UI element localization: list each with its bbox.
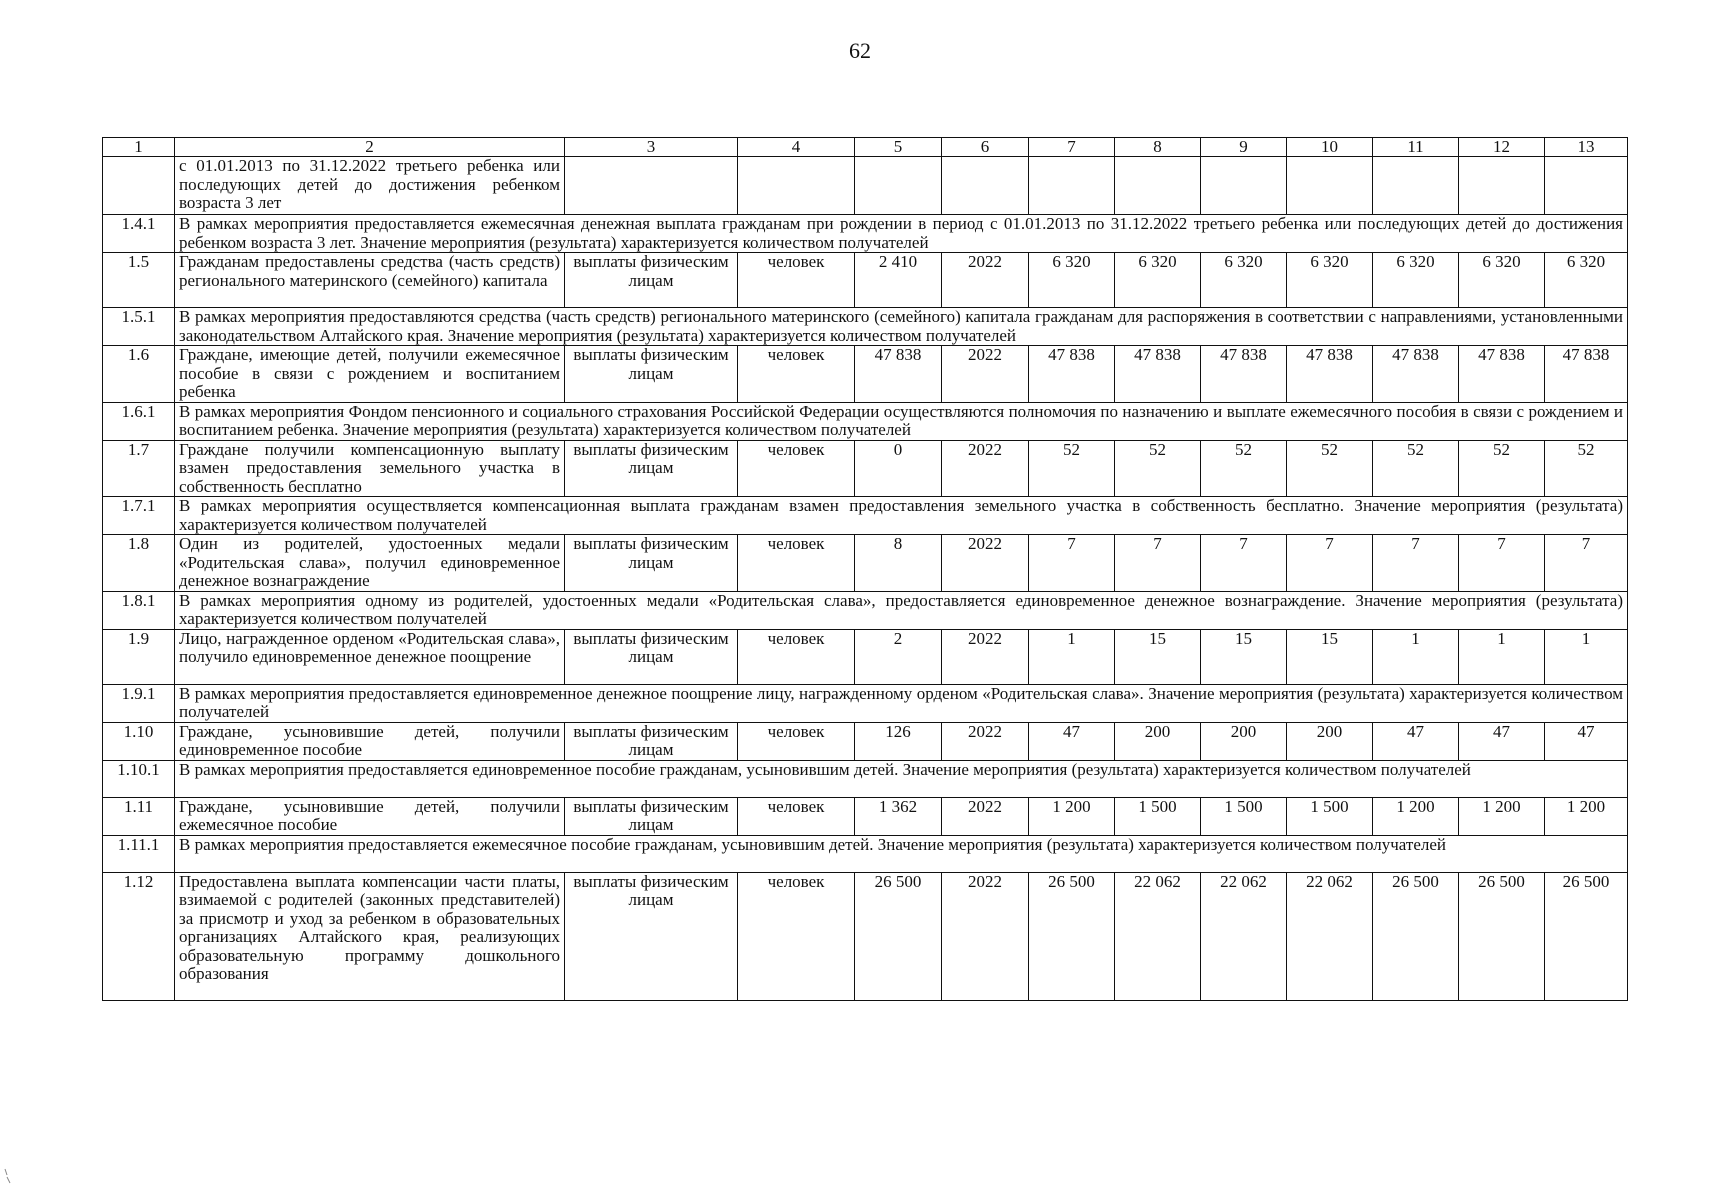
value-cell: 52 (1459, 440, 1545, 497)
value-cell (1545, 157, 1628, 215)
indicator-name: Граждане, имеющие детей, получили ежемесячное пособие в связи с рождением и воспитанием ребенка (175, 346, 565, 403)
value-cell: 52 (1029, 440, 1115, 497)
value-cell: 1 362 (855, 797, 942, 835)
table-row (103, 629, 1628, 684)
row-number: 1.4.1 (103, 215, 175, 253)
expense-type: выплаты физическим лицам (565, 346, 738, 403)
table-row (103, 872, 1628, 1000)
expense-type: выплаты физическим лицам (565, 440, 738, 497)
row-number: 1.7.1 (103, 497, 175, 535)
unit: человек (738, 797, 855, 835)
header-row (103, 138, 1628, 157)
note-text: В рамках мероприятия одному из родителей, удостоенных медали «Родительская слава», предоставляется единовременное денежное вознаграждение. Значение мероприятия (результата) характеризуется количеством получателей (175, 591, 1628, 629)
unit: человек (738, 872, 855, 1000)
table-row (103, 346, 1628, 403)
value-cell: 15 (1201, 629, 1287, 684)
table-row-note (103, 684, 1628, 722)
note-text: В рамках мероприятия предоставляется единовременное денежное поощрение лицу, награжденному орденом «Родительская слава». Значение мероприятия (результата) характеризуется количеством получателей (175, 684, 1628, 722)
value-cell: 6 320 (1201, 253, 1287, 308)
value-cell: 52 (1373, 440, 1459, 497)
row-number: 1.5.1 (103, 308, 175, 346)
row-number: 1.6.1 (103, 402, 175, 440)
value-cell: 1 (1545, 629, 1628, 684)
column-header: 6 (942, 138, 1029, 157)
value-cell: 2022 (942, 253, 1029, 308)
value-cell: 7 (1029, 535, 1115, 592)
value-cell: 47 838 (1029, 346, 1115, 403)
value-cell: 2 (855, 629, 942, 684)
table-row (103, 797, 1628, 835)
value-cell: 1 200 (1029, 797, 1115, 835)
expense-type (565, 157, 738, 215)
value-cell: 200 (1201, 722, 1287, 760)
table-row-note (103, 835, 1628, 872)
value-cell: 26 500 (1545, 872, 1628, 1000)
value-cell: 2022 (942, 440, 1029, 497)
indicators-table (102, 137, 1628, 1001)
table-row (103, 722, 1628, 760)
indicator-name: Граждане получили компенсационную выплату взамен предоставления земельного участка в собственность бесплатно (175, 440, 565, 497)
value-cell: 2022 (942, 797, 1029, 835)
unit: человек (738, 253, 855, 308)
row-number: 1.9.1 (103, 684, 175, 722)
value-cell: 26 500 (1029, 872, 1115, 1000)
value-cell: 52 (1287, 440, 1373, 497)
value-cell: 2022 (942, 535, 1029, 592)
page-number: 62 (849, 38, 871, 63)
value-cell: 15 (1287, 629, 1373, 684)
value-cell: 47 (1373, 722, 1459, 760)
scan-mark (4, 1168, 12, 1184)
value-cell: 7 (1201, 535, 1287, 592)
column-header: 9 (1201, 138, 1287, 157)
table-row-note (103, 497, 1628, 535)
table-row-note (103, 402, 1628, 440)
value-cell: 7 (1287, 535, 1373, 592)
value-cell: 1 500 (1115, 797, 1201, 835)
value-cell: 1 200 (1459, 797, 1545, 835)
value-cell: 0 (855, 440, 942, 497)
expense-type: выплаты физическим лицам (565, 797, 738, 835)
value-cell: 22 062 (1201, 872, 1287, 1000)
value-cell: 47 (1459, 722, 1545, 760)
note-text: В рамках мероприятия Фондом пенсионного и социального страхования Российской Федерации осуществляются полномочия по назначению и выплате ежемесячного пособия в связи с рождением и воспитанием ребенка. Значение мероприятия (результата) характеризуется количеством получателей (175, 402, 1628, 440)
value-cell: 52 (1545, 440, 1628, 497)
table-row-note (103, 215, 1628, 253)
value-cell: 47 (1029, 722, 1115, 760)
indicator-name: Граждане, усыновившие детей, получили ежемесячное пособие (175, 797, 565, 835)
expense-type: выплаты физическим лицам (565, 253, 738, 308)
value-cell: 47 838 (1373, 346, 1459, 403)
value-cell: 47 838 (1201, 346, 1287, 403)
value-cell: 52 (1115, 440, 1201, 497)
column-header: 7 (1029, 138, 1115, 157)
column-header: 13 (1545, 138, 1628, 157)
value-cell (1373, 157, 1459, 215)
value-cell: 6 320 (1545, 253, 1628, 308)
unit: человек (738, 629, 855, 684)
column-header: 5 (855, 138, 942, 157)
unit: человек (738, 535, 855, 592)
table-row (103, 157, 1628, 215)
unit: человек (738, 722, 855, 760)
value-cell: 22 062 (1287, 872, 1373, 1000)
value-cell: 47 838 (855, 346, 942, 403)
value-cell: 1 (1459, 629, 1545, 684)
note-text: В рамках мероприятия предоставляется ежемесячное пособие гражданам, усыновившим детей. Значение мероприятия (результата) характеризуется количеством получателей (175, 835, 1628, 872)
column-header: 10 (1287, 138, 1373, 157)
note-text: В рамках мероприятия предоставляется единовременное пособие гражданам, усыновившим детей. Значение мероприятия (результата) характеризуется количеством получателей (175, 760, 1628, 797)
expense-type: выплаты физическим лицам (565, 872, 738, 1000)
value-cell: 200 (1287, 722, 1373, 760)
value-cell: 6 320 (1029, 253, 1115, 308)
value-cell: 6 320 (1115, 253, 1201, 308)
unit: человек (738, 440, 855, 497)
indicator-name: Гражданам предоставлены средства (часть средств) регионального материнского (семейного) капитала (175, 253, 565, 308)
column-header: 12 (1459, 138, 1545, 157)
indicator-name: Предоставлена выплата компенсации части платы, взимаемой с родителей (законных представителей) за присмотр и уход за ребенком в образовательных организациях Алтайского края, реализующих образовательную программу дошкольного образования (175, 872, 565, 1000)
column-header: 1 (103, 138, 175, 157)
row-number: 1.8 (103, 535, 175, 592)
value-cell: 2 410 (855, 253, 942, 308)
note-text: В рамках мероприятия осуществляется компенсационная выплата гражданам взамен предоставления земельного участка в собственность бесплатно. Значение мероприятия (результата) характеризуется количеством получателей (175, 497, 1628, 535)
row-number: 1.10.1 (103, 760, 175, 797)
value-cell: 7 (1373, 535, 1459, 592)
value-cell (1115, 157, 1201, 215)
indicator-name: Лицо, награжденное орденом «Родительская слава», получило единовременное денежное поощрение (175, 629, 565, 684)
value-cell: 1 200 (1373, 797, 1459, 835)
value-cell: 7 (1545, 535, 1628, 592)
row-number: 1.10 (103, 722, 175, 760)
value-cell: 1 200 (1545, 797, 1628, 835)
table-row (103, 535, 1628, 592)
value-cell (1459, 157, 1545, 215)
note-text: В рамках мероприятия предоставляются средства (часть средств) регионального материнского (семейного) капитала гражданам для распоряжения в соответствии с направлениями, установленными законодательством Алтайского края. Значение мероприятия (результата) характеризуется количеством получателей (175, 308, 1628, 346)
value-cell: 26 500 (1373, 872, 1459, 1000)
table-row-note (103, 760, 1628, 797)
value-cell (942, 157, 1029, 215)
value-cell: 22 062 (1115, 872, 1201, 1000)
note-text: В рамках мероприятия предоставляется ежемесячная денежная выплата гражданам при рождении в период с 01.01.2013 по 31.12.2022 третьего ребенка или последующих детей до достижения ребенком возраста 3 лет. Значение мероприятия (результата) характеризуется количеством получателей (175, 215, 1628, 253)
unit: человек (738, 346, 855, 403)
row-number: 1.12 (103, 872, 175, 1000)
value-cell: 47 838 (1287, 346, 1373, 403)
value-cell: 26 500 (1459, 872, 1545, 1000)
row-number: 1.8.1 (103, 591, 175, 629)
value-cell: 2022 (942, 872, 1029, 1000)
table-row-note (103, 591, 1628, 629)
value-cell: 6 320 (1459, 253, 1545, 308)
column-header: 3 (565, 138, 738, 157)
unit (738, 157, 855, 215)
value-cell: 1 (1373, 629, 1459, 684)
row-number: 1.9 (103, 629, 175, 684)
table-row (103, 253, 1628, 308)
indicator-name: Один из родителей, удостоенных медали «Родительская слава», получил единовременное денежное вознаграждение (175, 535, 565, 592)
value-cell: 1 500 (1287, 797, 1373, 835)
value-cell: 7 (1459, 535, 1545, 592)
value-cell: 7 (1115, 535, 1201, 592)
value-cell: 6 320 (1287, 253, 1373, 308)
table-row-note (103, 308, 1628, 346)
row-number (103, 157, 175, 215)
value-cell: 2022 (942, 346, 1029, 403)
row-number: 1.6 (103, 346, 175, 403)
value-cell: 8 (855, 535, 942, 592)
indicator-name: с 01.01.2013 по 31.12.2022 третьего ребенка или последующих детей до достижения ребенком возраста 3 лет (175, 157, 565, 215)
column-header: 11 (1373, 138, 1459, 157)
value-cell (1287, 157, 1373, 215)
column-header: 2 (175, 138, 565, 157)
value-cell: 47 838 (1545, 346, 1628, 403)
row-number: 1.5 (103, 253, 175, 308)
column-header: 8 (1115, 138, 1201, 157)
table-row (103, 440, 1628, 497)
value-cell: 1 500 (1201, 797, 1287, 835)
value-cell: 126 (855, 722, 942, 760)
value-cell: 52 (1201, 440, 1287, 497)
value-cell: 6 320 (1373, 253, 1459, 308)
row-number: 1.11.1 (103, 835, 175, 872)
value-cell (1201, 157, 1287, 215)
value-cell: 26 500 (855, 872, 942, 1000)
value-cell (1029, 157, 1115, 215)
value-cell: 2022 (942, 629, 1029, 684)
row-number: 1.11 (103, 797, 175, 835)
value-cell (855, 157, 942, 215)
indicator-name: Граждане, усыновившие детей, получили единовременное пособие (175, 722, 565, 760)
value-cell: 200 (1115, 722, 1201, 760)
column-header: 4 (738, 138, 855, 157)
expense-type: выплаты физическим лицам (565, 629, 738, 684)
expense-type: выплаты физическим лицам (565, 722, 738, 760)
value-cell: 2022 (942, 722, 1029, 760)
row-number: 1.7 (103, 440, 175, 497)
expense-type: выплаты физическим лицам (565, 535, 738, 592)
value-cell: 47 (1545, 722, 1628, 760)
value-cell: 15 (1115, 629, 1201, 684)
value-cell: 47 838 (1115, 346, 1201, 403)
value-cell: 47 838 (1459, 346, 1545, 403)
value-cell: 1 (1029, 629, 1115, 684)
